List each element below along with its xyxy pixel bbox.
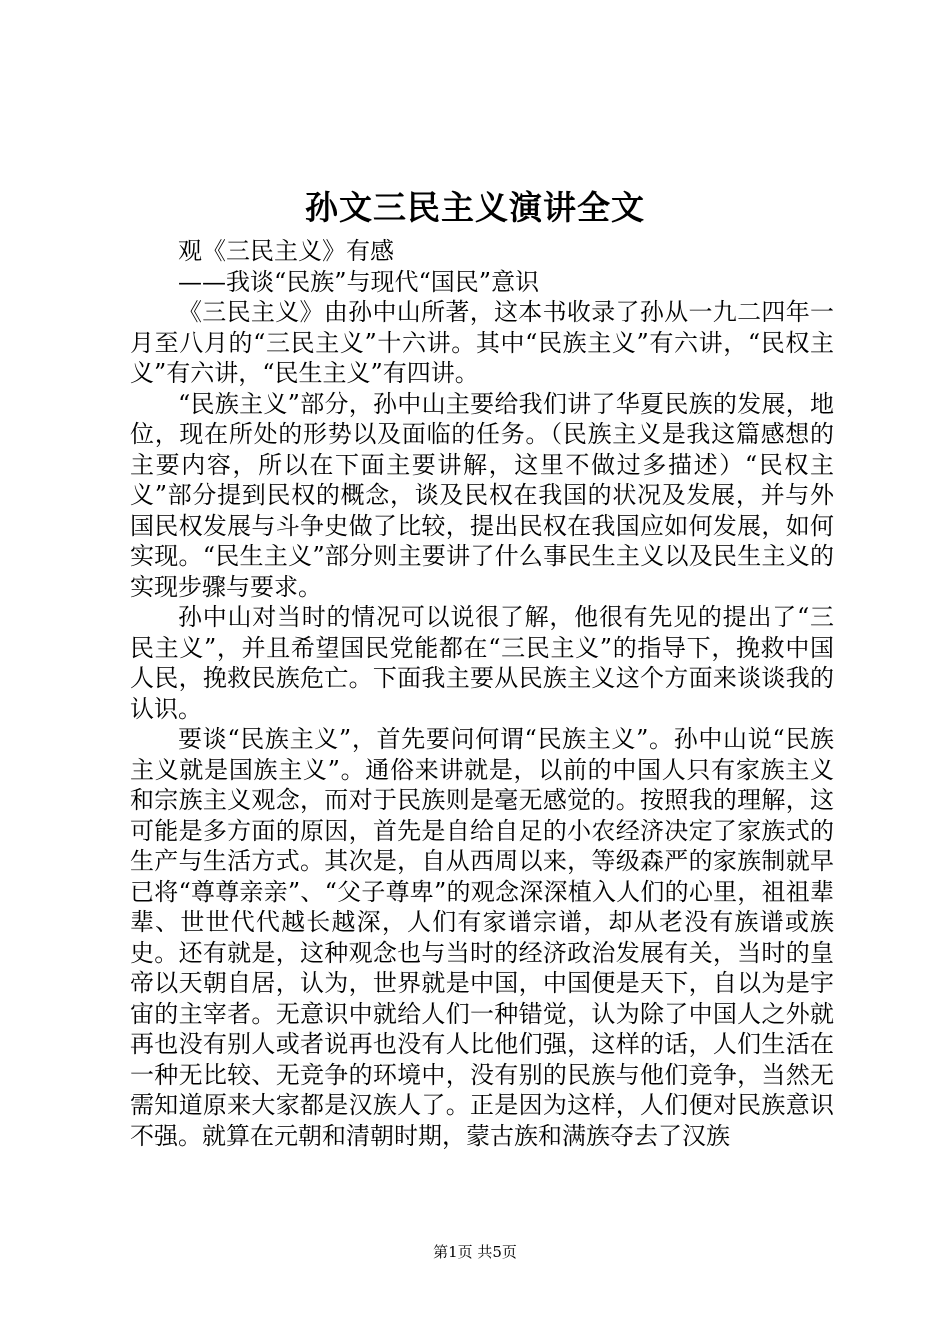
paragraph-1: 《三民主义》由孙中山所著，这本书收录了孙从一九二四年一月至八月的“三民主义”十六讲。其中“民族主义”有六讲，“民权主义”有六讲，“民生主义”有四讲。 <box>130 298 834 387</box>
paragraph-2: “民族主义”部分，孙中山主要给我们讲了华夏民族的发展，地位，现在所处的形势以及面临的任务。（民族主义是我这篇感想的主要内容，所以在下面主要讲解，这里不做过多描述）“民权主义”部分提到民权的概念，谈及民权在我国的状况及发展，并与外国民权发展与斗争史做了比较，提出民权在我国应如何发展，如何实现。“民生主义”部分则主要讲了什么事民生主义以及民生主义的实现步骤与要求。 <box>130 389 834 601</box>
document-body <box>130 236 834 1151</box>
document-title: 孙文三民主义演讲全文 <box>305 188 645 227</box>
paragraph-subtitle: 观《三民主义》有感 <box>178 237 394 265</box>
paragraph-4: 要谈“民族主义”，首先要问何谓“民族主义”。孙中山说“民族主义就是国族主义”。通俗来讲就是，以前的中国人只有家族主义和宗族主义观念，而对于民族则是毫无感觉的。按照我的理解，这可能是多方面的原因，首先是自给自足的小农经济决定了家族式的生产与生活方式。其次是，自从西周以来，等级森严的家族制就早已将“尊尊亲亲”、“父子尊卑”的观念深深植入人们的心里，祖祖辈辈、世世代代越长越深，人们有家谱宗谱，却从老没有族谱或族史。还有就是，这种观念也与当时的经济政治发展有关，当时的皇帝以天朝自居，认为，世界就是中国，中国便是天下，自以为是宇宙的主宰者。无意识中就给人们一种错觉，认为除了中国人之外就再也没有别人或者说再也没有人比他们强，这样的话，人们生活在一种无比较、无竞争的环境中，没有别的民族与他们竞争，当然无需知道原来大家都是汉族人了。正是因为这样，人们便对民族意识不强。就算在元朝和清朝时期，蒙古族和满族夺去了汉族 <box>130 725 834 1150</box>
paragraph-subheading: ——我谈“民族”与现代“国民”意识 <box>178 267 540 296</box>
page-number-footer: 第1页 共5页 <box>433 1243 517 1261</box>
paragraph-3: 孙中山对当时的情况可以说很了解，他很有先见的提出了“三民主义”，并且希望国民党能都在“三民主义”的指导下，挽救中国人民，挽救民族危亡。下面我主要从民族主义这个方面来谈谈我的认识。 <box>130 603 834 723</box>
